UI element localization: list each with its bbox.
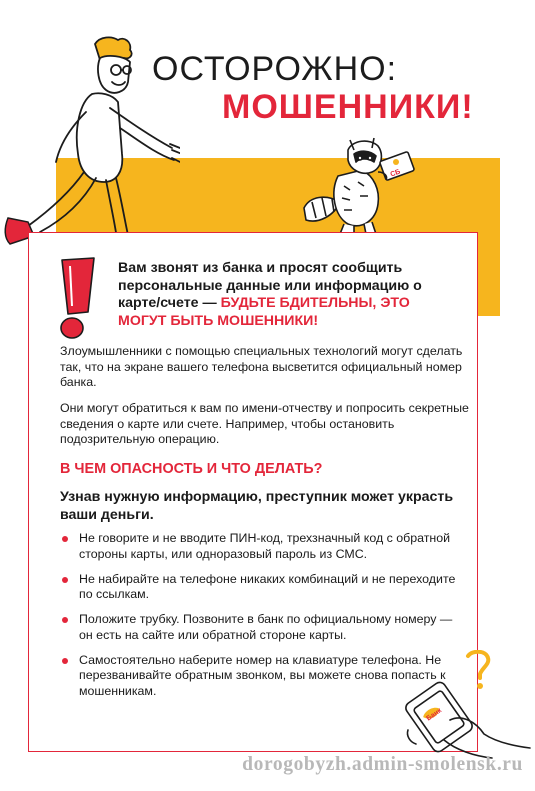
section-lead: Узнав нужную информацию, преступник может украсть ваши деньги. <box>60 489 454 523</box>
hand-with-phone-illustration <box>400 650 535 760</box>
intro-text-red: БУДЬТЕ БДИТЕЛЬНЫ, ЭТО МОГУТ БЫТЬ МОШЕННИКИ! <box>118 295 410 329</box>
tip-text: Самостоятельно наберите номер на клавиатуре телефона. Не перезванивайте обратным звонком, вы можете снова попасть к мошенникам. <box>79 652 446 698</box>
bullet-icon <box>62 617 68 623</box>
running-man-illustration <box>0 32 180 252</box>
exclamation-icon <box>54 256 100 340</box>
poster-title-line1: ОСТОРОЖНО: <box>152 50 398 88</box>
tip-text: Положите трубку. Позвоните в банк по официальному номеру — он есть на сайте или обратной стороне карты. <box>79 612 453 642</box>
intro-text-black: Вам звонят из банка и просят сообщить персональные данные или информацию о карте/счете — <box>118 260 422 311</box>
bullet-icon <box>62 577 68 583</box>
paragraph-fake-number: Злоумышленники с помощью специальных технологий могут сделать так, что на экране вашего телефона высветится официальный номер банка. <box>60 344 463 389</box>
section-title: В ЧЕМ ОПАСНОСТЬ И ЧТО ДЕЛАТЬ? <box>60 461 323 477</box>
bullet-icon <box>62 658 68 664</box>
phone-screen-label: Банк <box>425 707 444 723</box>
bullet-icon <box>62 536 68 542</box>
intro-warning-text <box>118 260 448 330</box>
list-item <box>60 572 460 603</box>
site-watermark: dorogobyzh.admin-smolensk.ru <box>242 754 523 775</box>
list-item <box>60 612 460 643</box>
poster-title-line2: МОШЕННИКИ! <box>222 88 474 126</box>
list-item <box>60 531 460 562</box>
tip-text: Не набирайте на телефоне никаких комбинаций и не переходите по ссылкам. <box>79 571 456 601</box>
raccoon-card-label: СБ <box>389 168 402 179</box>
raccoon-illustration <box>300 136 430 236</box>
tip-text: Не говорите и не вводите ПИН-код, трехзначный код с обратной стороны карты, или одноразовый пароль из СМС. <box>79 531 451 561</box>
paragraph-name-request: Они могут обратиться к вам по имени-отчеству и попросить секретные сведения о карте или счете. Например, чтобы остановить подозрительную операцию. <box>60 401 469 446</box>
